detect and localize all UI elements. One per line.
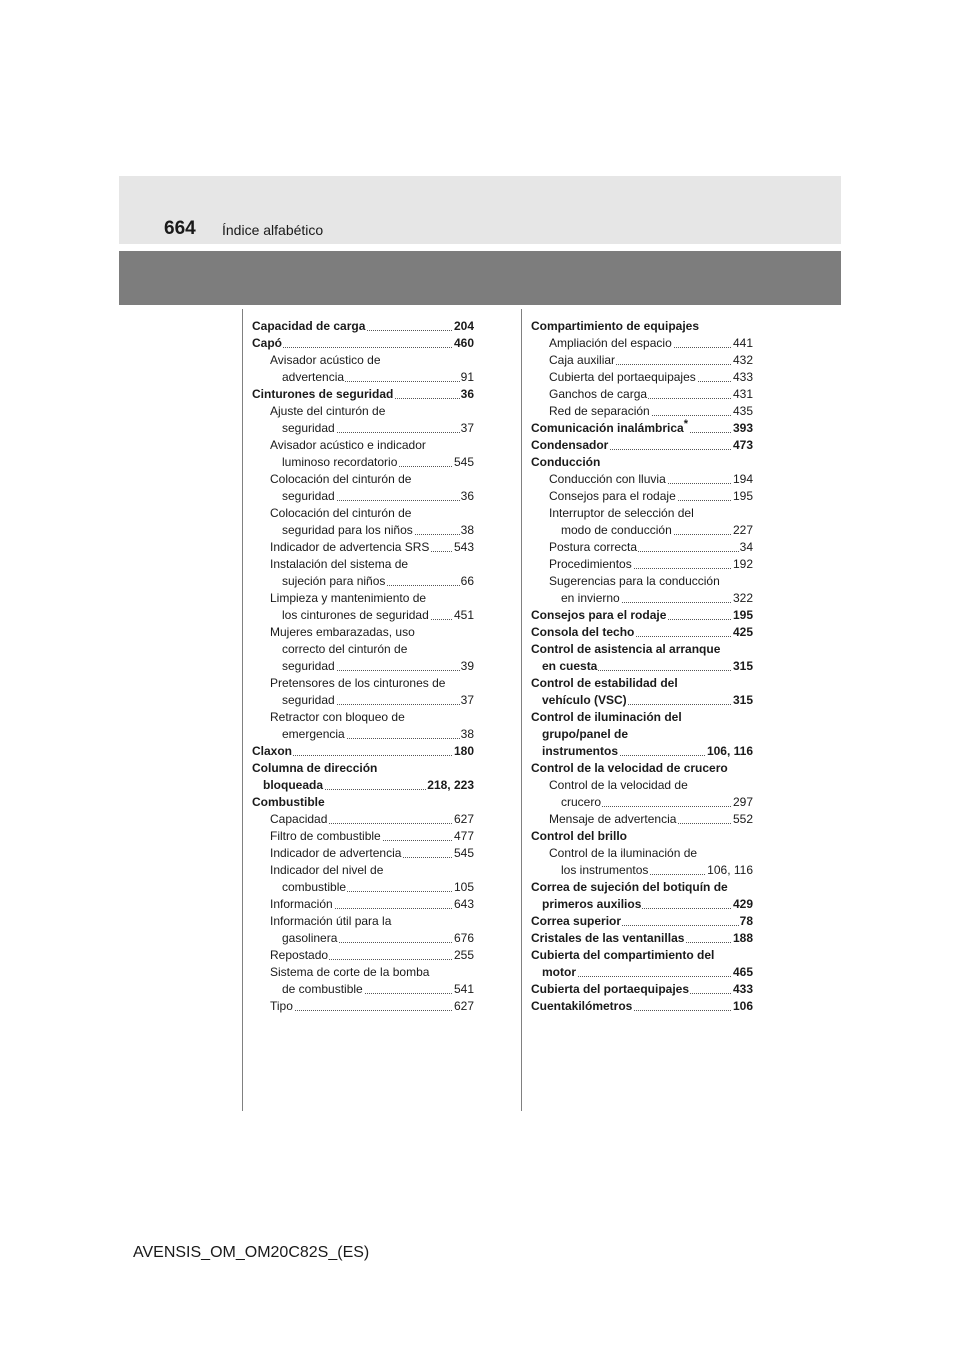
index-entry-page: 218, 223 bbox=[427, 778, 474, 792]
index-entry bbox=[542, 726, 753, 743]
index-entry-text: seguridad bbox=[282, 659, 335, 673]
index-entry-page: 433 bbox=[732, 982, 753, 996]
index-entry-text: Sugerencias para la conducción bbox=[549, 574, 720, 588]
index-entry-text: sujeción para niños bbox=[282, 574, 386, 588]
index-entry bbox=[549, 335, 753, 352]
leader-dots bbox=[252, 347, 474, 348]
index-entry-text: Avisador acústico e indicador bbox=[270, 438, 426, 452]
index-entry bbox=[549, 539, 753, 556]
index-entry-text: instrumentos bbox=[542, 744, 619, 758]
index-entry bbox=[252, 760, 474, 777]
index-entry bbox=[252, 794, 474, 811]
index-entry bbox=[270, 896, 474, 913]
index-entry bbox=[270, 811, 474, 828]
index-entry-page: 255 bbox=[453, 948, 474, 962]
index-entry-text: Control de estabilidad del bbox=[531, 676, 678, 690]
index-entry bbox=[549, 505, 753, 522]
index-entry bbox=[282, 692, 474, 709]
index-entry bbox=[561, 590, 753, 607]
index-entry-page: 37 bbox=[460, 693, 474, 707]
index-entry bbox=[282, 607, 474, 624]
index-entry bbox=[531, 454, 753, 471]
index-entry bbox=[270, 556, 474, 573]
index-entry-text: seguridad bbox=[282, 421, 335, 435]
footnote-marker: * bbox=[683, 418, 688, 430]
index-entry-page: 465 bbox=[732, 965, 753, 979]
index-entry-text: Tipo bbox=[270, 999, 293, 1013]
index-entry-page: 194 bbox=[732, 472, 753, 486]
index-entry-text: Columna de dirección bbox=[252, 761, 378, 775]
index-column-left bbox=[252, 318, 474, 1015]
index-entry bbox=[263, 777, 474, 794]
index-entry-text: Cristales de las ventanillas bbox=[531, 931, 685, 945]
index-entry-text: luminoso recordatorio bbox=[282, 455, 398, 469]
index-entry-page: 545 bbox=[453, 455, 474, 469]
index-entry bbox=[531, 998, 753, 1015]
index-entry bbox=[282, 369, 474, 386]
index-entry bbox=[531, 420, 753, 437]
index-entry-text: gasolinera bbox=[282, 931, 338, 945]
index-entry-page: 315 bbox=[732, 659, 753, 673]
index-entry bbox=[282, 488, 474, 505]
index-entry bbox=[270, 403, 474, 420]
index-entry-text: Indicador de advertencia bbox=[270, 846, 402, 860]
index-entry-text: Información útil para la bbox=[270, 914, 392, 928]
index-entry bbox=[282, 420, 474, 437]
index-entry-page: 432 bbox=[732, 353, 753, 367]
index-entry-page: 393 bbox=[732, 421, 753, 435]
index-entry-text: Correa de sujeción del botiquín de bbox=[531, 880, 728, 894]
index-entry bbox=[270, 437, 474, 454]
index-entry-text: Red de separación bbox=[549, 404, 650, 418]
index-entry-page: 477 bbox=[453, 829, 474, 843]
index-entry-text: Limpieza y mantenimiento de bbox=[270, 591, 427, 605]
index-entry-text: crucero bbox=[561, 795, 602, 809]
index-entry-text: modo de conducción bbox=[561, 523, 672, 537]
index-entry-page: 297 bbox=[732, 795, 753, 809]
index-entry-text: Compartimiento de equipajes bbox=[531, 319, 700, 333]
index-entry bbox=[549, 573, 753, 590]
index-column-right bbox=[531, 318, 753, 1015]
index-entry-page: 37 bbox=[460, 421, 474, 435]
index-entry-page: 36 bbox=[460, 387, 474, 401]
index-entry bbox=[549, 488, 753, 505]
index-entry bbox=[542, 896, 753, 913]
index-entry bbox=[531, 981, 753, 998]
right-column-rule bbox=[521, 309, 522, 1111]
index-entry bbox=[270, 675, 474, 692]
index-entry bbox=[531, 624, 753, 641]
index-entry-page: 433 bbox=[732, 370, 753, 384]
index-entry bbox=[282, 658, 474, 675]
index-entry-page: 552 bbox=[732, 812, 753, 826]
left-column-rule bbox=[242, 309, 243, 1111]
index-entry bbox=[549, 811, 753, 828]
index-entry-text: Condensador bbox=[531, 438, 609, 452]
index-entry bbox=[531, 318, 753, 335]
index-entry-text: Cinturones de seguridad bbox=[252, 387, 394, 401]
index-entry-page: 322 bbox=[732, 591, 753, 605]
index-entry bbox=[531, 828, 753, 845]
index-entry-text: Filtro de combustible bbox=[270, 829, 381, 843]
index-entry-text: Consola del techo bbox=[531, 625, 635, 639]
index-entry bbox=[531, 675, 753, 692]
index-entry-text: Capacidad bbox=[270, 812, 328, 826]
index-entry-text: Control de asistencia al arranque bbox=[531, 642, 721, 656]
index-entry-text: primeros auxilios bbox=[542, 897, 642, 911]
index-entry-page: 627 bbox=[453, 999, 474, 1013]
index-entry-page: 431 bbox=[732, 387, 753, 401]
index-entry bbox=[549, 403, 753, 420]
index-entry bbox=[549, 777, 753, 794]
index-entry-text: Conducción con lluvia bbox=[549, 472, 666, 486]
index-entry-text: correcto del cinturón de bbox=[282, 642, 408, 656]
index-entry bbox=[282, 641, 474, 658]
index-entry bbox=[270, 845, 474, 862]
index-entry bbox=[542, 692, 753, 709]
index-entry-page: 91 bbox=[460, 370, 474, 384]
index-entry-text: Procedimientos bbox=[549, 557, 632, 571]
index-entry bbox=[531, 879, 753, 896]
index-entry bbox=[252, 743, 474, 760]
index-entry-text: Interruptor de selección del bbox=[549, 506, 694, 520]
index-entry-page: 315 bbox=[732, 693, 753, 707]
index-entry-text: Ampliación del espacio bbox=[549, 336, 672, 350]
index-entry-text: Combustible bbox=[252, 795, 325, 809]
index-entry-page: 39 bbox=[460, 659, 474, 673]
section-title: Índice alfabético bbox=[222, 222, 324, 238]
index-entry-page: 78 bbox=[739, 914, 753, 928]
index-entry bbox=[282, 573, 474, 590]
index-entry bbox=[270, 947, 474, 964]
index-entry-text: Instalación del sistema de bbox=[270, 557, 409, 571]
index-entry-page: 473 bbox=[732, 438, 753, 452]
index-entry-text: los instrumentos bbox=[561, 863, 649, 877]
index-entry-text: Pretensores de los cinturones de bbox=[270, 676, 446, 690]
index-entry-text: Indicador del nivel de bbox=[270, 863, 384, 877]
index-entry bbox=[531, 760, 753, 777]
index-entry bbox=[542, 743, 753, 760]
index-entry bbox=[549, 845, 753, 862]
index-entry-text: Correa superior bbox=[531, 914, 622, 928]
index-entry-text: motor bbox=[542, 965, 576, 979]
index-entry-page: 105 bbox=[453, 880, 474, 894]
page-footer: AVENSIS_OM_OM20C82S_(ES) bbox=[133, 1244, 370, 1261]
index-entry-page: 627 bbox=[453, 812, 474, 826]
index-entry bbox=[270, 590, 474, 607]
index-entry bbox=[282, 726, 474, 743]
index-entry-text: Capó bbox=[252, 336, 282, 350]
index-entry-text: Caja auxiliar bbox=[549, 353, 616, 367]
index-entry-text: Colocación del cinturón de bbox=[270, 472, 412, 486]
index-entry-text: seguridad bbox=[282, 693, 335, 707]
index-entry-text: Sistema de corte de la bomba bbox=[270, 965, 430, 979]
index-entry-text: emergencia bbox=[282, 727, 345, 741]
index-entry-page: 34 bbox=[739, 540, 753, 554]
index-entry bbox=[270, 862, 474, 879]
index-entry bbox=[282, 454, 474, 471]
leader-dots bbox=[270, 1010, 474, 1011]
index-entry-page: 180 bbox=[453, 744, 474, 758]
index-entry-page: 195 bbox=[732, 489, 753, 503]
index-entry-page: 106, 116 bbox=[706, 744, 753, 758]
index-entry-page: 441 bbox=[732, 336, 753, 350]
index-entry-text: Comunicación inalámbrica* bbox=[531, 418, 688, 435]
index-entry-text: Claxon bbox=[252, 744, 293, 758]
index-entry-text: en cuesta bbox=[542, 659, 598, 673]
index-entry-page: 545 bbox=[453, 846, 474, 860]
index-entry-text: vehículo (VSC) bbox=[542, 693, 627, 707]
index-entry-text: Control de la iluminación de bbox=[549, 846, 698, 860]
index-entry-text: Información bbox=[270, 897, 333, 911]
index-entry bbox=[531, 607, 753, 624]
index-entry-text: Capacidad de carga bbox=[252, 319, 366, 333]
index-entry-text: advertencia bbox=[282, 370, 345, 384]
index-entry bbox=[542, 658, 753, 675]
index-entry bbox=[561, 794, 753, 811]
index-entry-text: Postura correcta bbox=[549, 540, 638, 554]
index-entry bbox=[270, 539, 474, 556]
index-entry-page: 38 bbox=[460, 523, 474, 537]
index-entry bbox=[270, 828, 474, 845]
index-entry bbox=[561, 862, 753, 879]
header-dark-band bbox=[119, 251, 841, 305]
index-entry-page: 204 bbox=[453, 319, 474, 333]
index-entry-text: seguridad para los niños bbox=[282, 523, 413, 537]
index-entry bbox=[282, 879, 474, 896]
index-entry bbox=[561, 522, 753, 539]
index-entry-page: 451 bbox=[453, 608, 474, 622]
index-entry-text: Control de iluminación del bbox=[531, 710, 682, 724]
index-entry bbox=[270, 709, 474, 726]
index-entry-page: 676 bbox=[453, 931, 474, 945]
index-entry-page: 192 bbox=[732, 557, 753, 571]
index-entry bbox=[252, 386, 474, 403]
index-entry-text: Avisador acústico de bbox=[270, 353, 381, 367]
index-entry bbox=[270, 913, 474, 930]
index-entry-text: bloqueada bbox=[263, 778, 324, 792]
index-entry bbox=[531, 641, 753, 658]
index-entry bbox=[252, 335, 474, 352]
index-entry bbox=[549, 352, 753, 369]
index-entry-text: en invierno bbox=[561, 591, 620, 605]
index-entry-page: 460 bbox=[453, 336, 474, 350]
index-entry-page: 195 bbox=[732, 608, 753, 622]
index-entry-text: Consejos para el rodaje bbox=[549, 489, 676, 503]
index-entry-text: combustible bbox=[282, 880, 347, 894]
index-entry-page: 38 bbox=[460, 727, 474, 741]
index-entry bbox=[270, 998, 474, 1015]
index-entry-text: Control de la velocidad de bbox=[549, 778, 688, 792]
index-entry bbox=[270, 624, 474, 641]
index-entry bbox=[282, 981, 474, 998]
index-entry bbox=[531, 437, 753, 454]
index-entry-page: 36 bbox=[460, 489, 474, 503]
index-entry-page: 543 bbox=[453, 540, 474, 554]
index-entry bbox=[252, 318, 474, 335]
index-entry-text: Ajuste del cinturón de bbox=[270, 404, 386, 418]
index-entry-page: 188 bbox=[732, 931, 753, 945]
index-entry bbox=[531, 913, 753, 930]
index-entry bbox=[282, 930, 474, 947]
index-entry bbox=[549, 369, 753, 386]
index-entry-page: 541 bbox=[453, 982, 474, 996]
index-entry bbox=[531, 930, 753, 947]
index-entry bbox=[282, 522, 474, 539]
index-entry bbox=[270, 352, 474, 369]
index-entry-text: Indicador de advertencia SRS bbox=[270, 540, 430, 554]
index-entry bbox=[270, 505, 474, 522]
index-entry-page: 66 bbox=[460, 574, 474, 588]
index-entry-text: Cubierta del portaequipajes bbox=[549, 370, 696, 384]
index-entry-text: Colocación del cinturón de bbox=[270, 506, 412, 520]
index-entry-text: los cinturones de seguridad bbox=[282, 608, 429, 622]
index-entry-text: Retractor con bloqueo de bbox=[270, 710, 405, 724]
index-entry-page: 106, 116 bbox=[707, 863, 753, 877]
index-entry bbox=[542, 964, 753, 981]
index-entry-text: Cubierta del compartimiento del bbox=[531, 948, 715, 962]
index-entry-page: 106 bbox=[732, 999, 753, 1013]
index-entry-text: Repostado bbox=[270, 948, 329, 962]
page-number: 664 bbox=[164, 218, 196, 239]
index-entry-text: Conducción bbox=[531, 455, 601, 469]
index-entry bbox=[531, 709, 753, 726]
index-entry-text: de combustible bbox=[282, 982, 363, 996]
index-entry bbox=[270, 471, 474, 488]
index-entry-page: 435 bbox=[732, 404, 753, 418]
index-entry-text: Cuentakilómetros bbox=[531, 999, 633, 1013]
index-entry-page: 425 bbox=[732, 625, 753, 639]
index-entry bbox=[549, 386, 753, 403]
index-entry bbox=[549, 556, 753, 573]
index-entry-text: Mensaje de advertencia bbox=[549, 812, 677, 826]
index-entry-page: 227 bbox=[732, 523, 753, 537]
index-entry bbox=[270, 964, 474, 981]
index-entry-text: Control del brillo bbox=[531, 829, 627, 843]
index-entry-text: Ganchos de carga bbox=[549, 387, 648, 401]
index-entry-text: Mujeres embarazadas, uso bbox=[270, 625, 415, 639]
index-entry bbox=[549, 471, 753, 488]
index-entry-text: seguridad bbox=[282, 489, 335, 503]
index-entry-text: Consejos para el rodaje bbox=[531, 608, 667, 622]
index-entry bbox=[531, 947, 753, 964]
index-entry-text: Control de la velocidad de crucero bbox=[531, 761, 728, 775]
index-entry-page: 429 bbox=[732, 897, 753, 911]
index-entry-text: grupo/panel de bbox=[542, 727, 629, 741]
index-entry-text: Cubierta del portaequipajes bbox=[531, 982, 690, 996]
index-entry-page: 643 bbox=[453, 897, 474, 911]
